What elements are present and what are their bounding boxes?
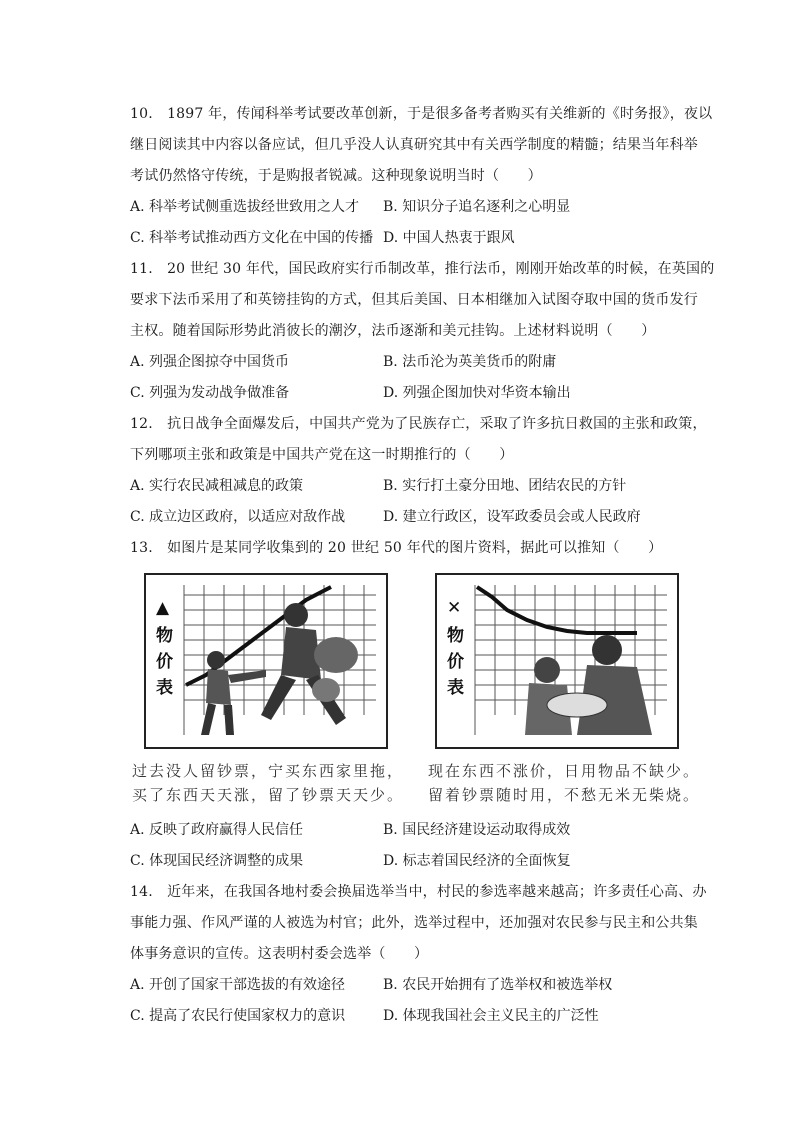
q10-option-a[interactable]: A. 科举考试侧重选拔经世致用之人才 — [130, 199, 360, 215]
cartoon-right-label-3: 表 — [447, 678, 464, 698]
q13-option-d[interactable]: D. 标志着国民经济的全面恢复 — [383, 853, 571, 869]
cartoon-right-caption-line-1: 现在东西不涨价，日用物品不缺少。 — [428, 762, 701, 780]
q11-option-b[interactable]: B. 法币沦为英美货币的附庸 — [383, 354, 557, 370]
q12-stem-line-1: 12. 抗日战争全面爆发后，中国共产党为了民族存亡，采取了许多抗日救国的主张和政策， — [130, 416, 707, 432]
q12-option-b[interactable]: B. 实行打土豪分田地、团结农民的方针 — [383, 478, 627, 494]
q14-option-a[interactable]: A. 开创了国家干部选拔的有效途径 — [130, 977, 346, 993]
q13-option-b[interactable]: B. 国民经济建设运动取得成效 — [383, 822, 571, 838]
q14-stem-line-2: 事能力强、作风严谨的人被选为村官；此外，选举过程中，还加强对农民参与民主和公共集 — [130, 915, 698, 931]
q14-stem-line-3: 体事务意识的宣传。这表明村委会选举（ ） — [130, 946, 429, 962]
q11-stem-line-2: 要求下法币采用了和英镑挂钩的方式，但其后美国、日本相继加入试图夺取中国的货币发行 — [130, 292, 698, 308]
cartoon-left-caption-line-2: 买了东西天天涨，留了钞票天天少。 — [132, 786, 405, 804]
cartoon-left-caption-line-1: 过去没人留钞票，宁买东西家里拖， — [132, 762, 405, 780]
q10-stem-line-2: 继日阅读其中内容以备应试，但几乎没人认真研究其中有关西学制度的精髓；结果当年科举 — [130, 137, 698, 153]
q11-stem-line-1: 11. 20 世纪 30 年代，国民政府实行币制改革，推行法币，刚刚开始改革的时候，在英国的 — [130, 261, 715, 277]
q14-option-c[interactable]: C. 提高了农民行使国家权力的意识 — [130, 1008, 346, 1024]
q11-option-d[interactable]: D. 列强企图加快对华资本输出 — [383, 385, 571, 401]
q12-option-c[interactable]: C. 成立边区政府，以适应对敌作战 — [130, 509, 346, 525]
q11-stem-line-3: 主权。随着国际形势此消彼长的潮汐，法币逐渐和美元挂钩。上述材料说明（ ） — [130, 323, 656, 339]
q13-option-a[interactable]: A. 反映了政府赢得人民信任 — [130, 822, 304, 838]
cartoon-right-label-1: 物 — [447, 626, 464, 646]
q13-stem-line-1: 13. 如图片是某同学收集到的 20 世纪 50 年代的图片资料，据此可以推知（ ） — [130, 540, 663, 556]
cartoon-left-label-1: 物 — [156, 626, 173, 646]
q10-option-b[interactable]: B. 知识分子追名逐利之心明显 — [383, 199, 571, 215]
cartoon-left-drawing — [146, 575, 386, 747]
cartoon-left-mark: ▲ — [156, 598, 170, 618]
q13-option-c[interactable]: C. 体现国民经济调整的成果 — [130, 853, 304, 869]
q12-option-a[interactable]: A. 实行农民减租减息的政策 — [130, 478, 304, 494]
q14-option-b[interactable]: B. 农民开始拥有了选举权和被选举权 — [383, 977, 613, 993]
cartoon-right-caption-line-2: 留着钞票随时用，不愁无米无柴烧。 — [428, 786, 701, 804]
cartoon-right-drawing — [437, 575, 677, 747]
q11-option-c[interactable]: C. 列强为发动战争做准备 — [130, 385, 290, 401]
q10-stem-line-1: 10. 1897 年，传闻科举考试要改革创新，于是很多备考者购买有关维新的《时务报》，夜以 — [130, 106, 713, 122]
cartoon-left-label-3: 表 — [156, 678, 173, 698]
q14-stem-line-1: 14. 近年来，在我国各地村委会换届选举当中，村民的参选率越来越高；许多责任心高、办 — [130, 884, 707, 900]
q12-stem-line-2: 下列哪项主张和政策是中国共产党在这一时期推行的（ ） — [130, 447, 514, 463]
cartoon-right-image — [435, 573, 679, 749]
q10-option-d[interactable]: D. 中国人热衷于跟风 — [383, 230, 515, 246]
cartoon-right-mark: ✕ — [447, 598, 462, 618]
q10-stem-line-3: 考试仍然恪守传统，于是购报者锐减。这种现象说明当时（ ） — [130, 168, 542, 184]
q11-option-a[interactable]: A. 列强企图掠夺中国货币 — [130, 354, 290, 370]
q14-option-d[interactable]: D. 体现我国社会主义民主的广泛性 — [383, 1008, 599, 1024]
cartoon-left-label-2: 价 — [156, 652, 173, 672]
cartoon-left-image — [144, 573, 388, 749]
q10-option-c[interactable]: C. 科举考试推动西方文化在中国的传播 — [130, 230, 374, 246]
q12-option-d[interactable]: D. 建立行政区，设军政委员会或人民政府 — [383, 509, 641, 525]
cartoon-right-label-2: 价 — [447, 652, 464, 672]
